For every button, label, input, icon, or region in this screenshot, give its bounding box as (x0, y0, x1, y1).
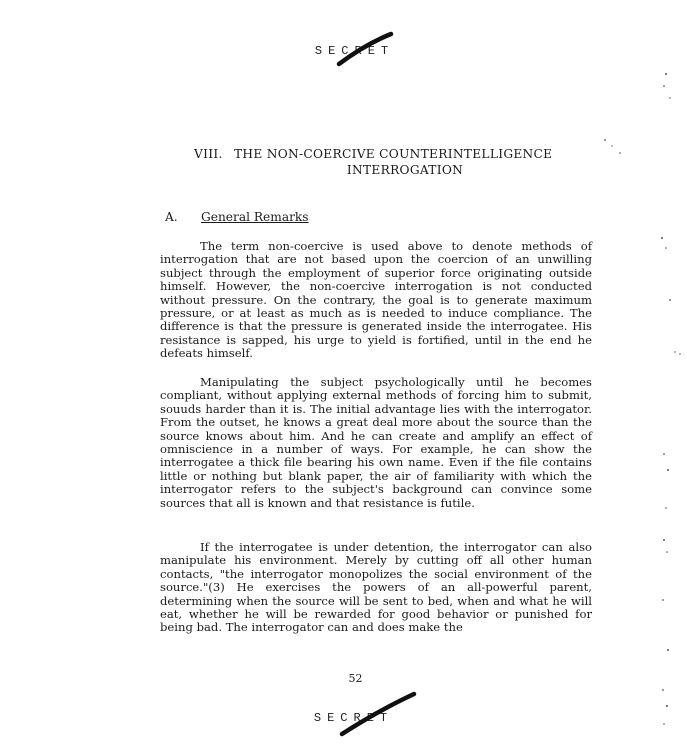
classification-marking-top: SECRET (314, 44, 395, 58)
redaction-slash-top (335, 30, 395, 70)
redaction-slash-bottom (338, 690, 418, 740)
section-title: General Remarks (201, 210, 309, 224)
section-heading (165, 210, 309, 224)
paragraph-3: If the interrogatee is under detention, the interrogator can also manipulate his environment. Merely by cutting off all other human contacts, "the interrogator monopolizes the social environment of the source."(3) He exercises the powers of an all-powerful parent, determining when the source will be sent to bed, when and what he will eat, whether he will be rewarded for good behavior or punished for being bad. The interrogator can and does make the (160, 540, 592, 635)
section-letter: A. (165, 210, 178, 224)
paragraph-2: Manipulating the subject psychologically until he becomes compliant, without applying external methods of forcing him to submit, souuds harder than it is. The initial advantage lies with the interrogator. From the outset, he knows a great deal more about the source than the source knows about him. And he can create and amplify an effect of omniscience in a number of ways. For example, he can show the interrogatee a thick file bearing his own name. Even if the file contains little or nothing but blank paper, the air of familiarity with which the interrogator refers to the subject's background can convince some sources that all is known and that resistance is futile. (160, 375, 592, 510)
chapter-title (150, 146, 620, 178)
classification-marking-bottom: SECRET (313, 711, 394, 725)
paragraph-1: The term non-coercive is used above to denote methods of interrogation that are not based upon the coercion of an unwilling subject through the employment of superior force originating outside himself. However, the non-coercive interrogation is not conducted without pressure. On the contrary, the goal is to generate maximum pressure, or at least as much as is needed to induce compliance. The difference is that the pressure is generated inside the interrogatee. His resistance is sapped, his urge to yield is fortified, until in the end he defeats himself. (160, 239, 592, 361)
chapter-number: VIII. (194, 147, 223, 161)
chapter-title-line1: THE NON-COERCIVE COUNTERINTELLIGENCE (234, 147, 553, 161)
page-number: 52 (348, 672, 363, 685)
chapter-title-line2: INTERROGATION (346, 163, 464, 177)
